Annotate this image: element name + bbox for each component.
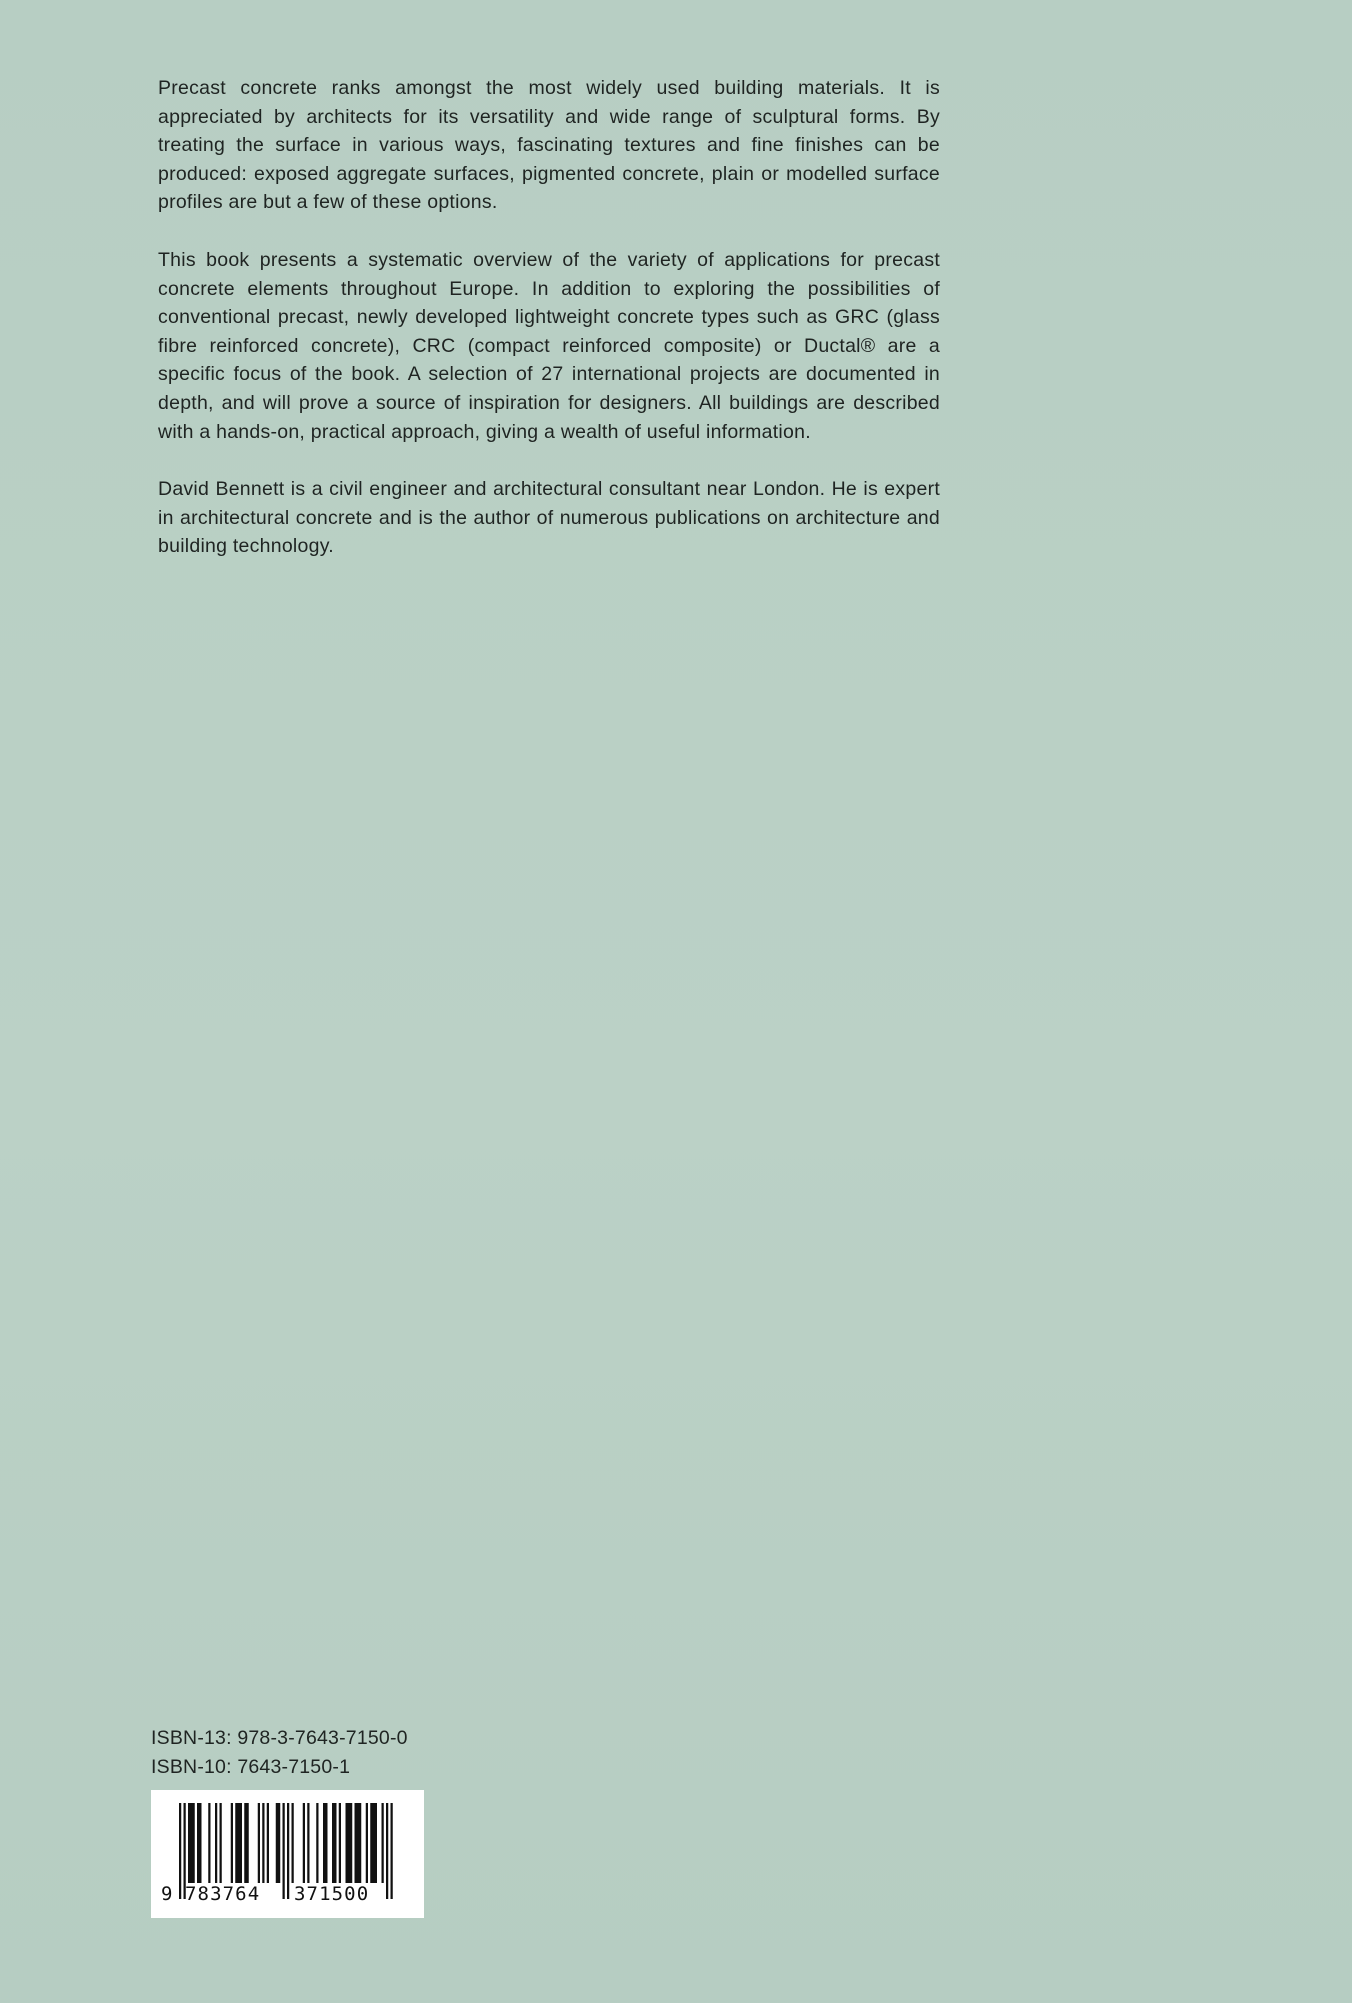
blurb-paragraph-intro: Precast concrete ranks amongst the most widely used building materials. It is appreciated by architects for its versatility and wide range of sculptural forms. By treating the surface in various ways, fascinating textures and fine finishes can be produced: exposed aggregate surfaces, pigmented concrete, plain or modelled surface profiles are but a few of these options. — [158, 77, 940, 214]
barcode-bar — [316, 1803, 318, 1883]
barcode-first-digit: 9 — [161, 1883, 173, 1905]
barcode-left-digits: 783764 — [185, 1883, 261, 1905]
barcode-bar — [262, 1803, 264, 1883]
barcode-bar — [292, 1803, 294, 1883]
barcode-bar — [307, 1803, 309, 1883]
author-bio-paragraph: David Bennett is a civil engineer and architectural consultant near London. He is expert in architectural concrete and is the author of numerous publications on architecture and building technology. — [158, 478, 940, 558]
barcode-bar — [303, 1803, 305, 1883]
barcode-bar — [346, 1803, 353, 1883]
barcode-bar — [339, 1803, 341, 1883]
barcode-bar — [355, 1803, 362, 1883]
barcode-bar — [197, 1803, 202, 1883]
barcode-bar — [220, 1803, 222, 1883]
barcode-right-digits: 371500 — [294, 1883, 370, 1905]
barcode-bar — [323, 1803, 328, 1883]
barcode — [151, 1790, 424, 1918]
isbn-10-label: ISBN-10: 7643-7150-1 — [151, 1756, 351, 1778]
barcode-digits — [151, 1882, 424, 1906]
barcode-bar — [244, 1803, 249, 1883]
blurb-text-block — [158, 74, 940, 590]
barcode-bar — [188, 1803, 195, 1883]
barcode-bar — [208, 1803, 210, 1883]
barcode-bar — [370, 1803, 377, 1883]
barcode-bar — [231, 1803, 233, 1883]
barcode-bar — [258, 1803, 260, 1883]
barcode-bar — [332, 1803, 337, 1883]
blurb-paragraph-overview: This book presents a systematic overview of the variety of applications for precast concrete elements throughout Europe. In addition to exploring the possibilities of conventional precast, newly developed lightweight concrete types such as GRC (glass fibre reinforced concrete), CRC (compact reinforced composite) or Ductal® are a specific focus of the book. A selection of 27 international projects are documented in depth, and will prove a source of inspiration for designers. All buildings are described with a hands-on, practical approach, giving a wealth of useful information. — [158, 248, 940, 443]
barcode-bar — [382, 1803, 384, 1883]
isbn-13-label: ISBN-13: 978-3-7643-7150-0 — [151, 1727, 408, 1749]
barcode-bar — [276, 1803, 281, 1883]
barcode-bar — [267, 1803, 269, 1883]
barcode-bar — [215, 1803, 217, 1883]
barcode-bar — [366, 1803, 368, 1883]
barcode-bar — [235, 1803, 242, 1883]
